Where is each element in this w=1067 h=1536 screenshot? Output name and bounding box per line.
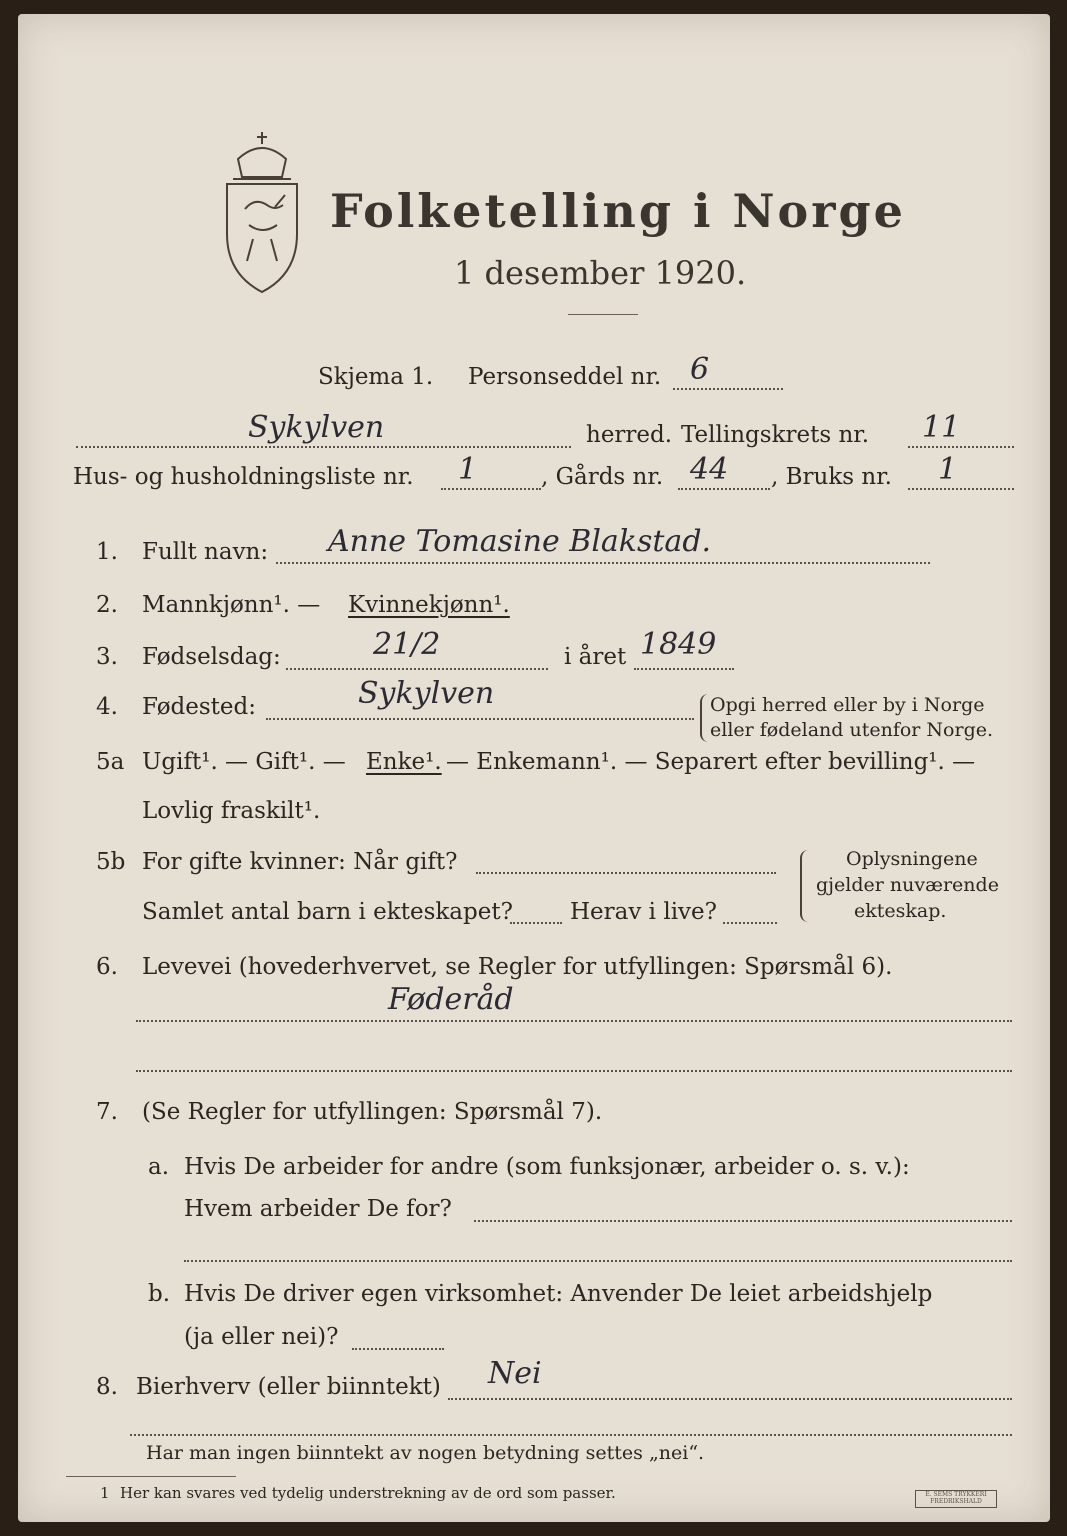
q4-birthplace: Sykylven: [358, 676, 495, 711]
q7b-line2: (ja eller nei)?: [184, 1324, 339, 1350]
personseddel-label: Personseddel nr.: [468, 364, 662, 390]
title-divider: [568, 314, 638, 315]
q8-label: Bierhverv (eller biinntekt): [136, 1374, 441, 1400]
q5a-number: 5a: [96, 749, 125, 775]
herred-label: herred.: [586, 422, 673, 448]
q7a-number: a.: [148, 1154, 170, 1180]
gards-value: 44: [690, 452, 729, 487]
q4-number: 4.: [96, 694, 118, 720]
q1-full-name: Anne Tomasine Blakstad.: [328, 524, 712, 559]
q7a-line2: Hvem arbeider De for?: [184, 1196, 452, 1222]
hus-label: Hus- og husholdningsliste nr.: [73, 464, 414, 490]
census-date: 1 desember 1920.: [454, 254, 747, 292]
q3-year: 1849: [640, 627, 717, 662]
form-title: Folketelling i Norge: [330, 184, 906, 238]
skjema-label: Skjema 1.: [318, 364, 434, 390]
q6-number: 6.: [96, 954, 118, 980]
hus-value: 1: [458, 452, 478, 487]
q5b-line1: For gifte kvinner: Når gift?: [142, 849, 458, 875]
q3-birthday: 21/2: [373, 627, 441, 662]
q4-label: Fødested:: [142, 694, 257, 720]
q7b-number: b.: [148, 1281, 171, 1307]
personseddel-value: 6: [690, 352, 710, 387]
q5b-alive: Herav i live?: [570, 899, 717, 925]
q3-number: 3.: [96, 644, 118, 670]
tellingskrets-label: Tellingskrets nr.: [681, 422, 870, 448]
q1-number: 1.: [96, 539, 118, 565]
coat-of-arms-icon: [213, 129, 311, 299]
footnote-divider: [66, 1476, 236, 1477]
gards-label: , Gårds nr.: [541, 464, 664, 490]
q2-male: Mannkjønn¹. —: [142, 592, 321, 618]
q8-side-income: Nei: [488, 1356, 542, 1391]
q5a-part3: — Enkemann¹. — Separert efter bevilling¹. —: [446, 749, 976, 775]
q5b-children: Samlet antal barn i ekteskapet?: [142, 899, 513, 925]
q7-number: 7.: [96, 1099, 118, 1125]
footnote-text: Her kan svares ved tydelig understrekning av de ord som passer.: [120, 1484, 616, 1502]
q5a-widow-underlined: Enke¹.: [366, 749, 442, 775]
q5b-note-1: Oplysningene: [846, 848, 978, 870]
q7b-line1: Hvis De driver egen virksomhet: Anvender De leiet arbeidshjelp: [184, 1281, 933, 1307]
footer-note: Har man ingen biinntekt av nogen betydning settes „nei“.: [146, 1442, 705, 1464]
q5b-number: 5b: [96, 849, 126, 875]
q5b-note-3: ekteskap.: [854, 900, 947, 922]
q4-note-1: Opgi herred eller by i Norge: [710, 694, 985, 716]
herred-value: Sykylven: [248, 410, 385, 445]
q6-occupation: Føderåd: [388, 982, 514, 1017]
bruks-label: , Bruks nr.: [771, 464, 892, 490]
footnote-number: 1: [100, 1484, 110, 1502]
printer-stamp: E. SEMS TRYKKERI FREDRIKSHALD: [915, 1490, 997, 1508]
q5a-part1: Ugift¹. — Gift¹. —: [142, 749, 346, 775]
q2-female-underlined: Kvinnekjønn¹.: [348, 592, 510, 618]
q7-label: (Se Regler for utfyllingen: Spørsmål 7).: [142, 1099, 603, 1125]
q7a-line1: Hvis De arbeider for andre (som funksjonær, arbeider o. s. v.):: [184, 1154, 910, 1180]
q5a-line2: Lovlig fraskilt¹.: [142, 798, 321, 824]
q6-label: Levevei (hovederhvervet, se Regler for utfyllingen: Spørsmål 6).: [142, 954, 893, 980]
census-form: [18, 14, 1050, 1522]
q2-number: 2.: [96, 592, 118, 618]
q8-number: 8.: [96, 1374, 118, 1400]
q1-label: Fullt navn:: [142, 539, 269, 565]
bruks-value: 1: [938, 452, 958, 487]
q3-year-label: i året: [564, 644, 627, 670]
q5b-note-2: gjelder nuværende: [816, 874, 999, 896]
tellingskrets-value: 11: [922, 410, 961, 445]
q4-note-2: eller fødeland utenfor Norge.: [710, 719, 994, 741]
q3-label: Fødselsdag:: [142, 644, 281, 670]
